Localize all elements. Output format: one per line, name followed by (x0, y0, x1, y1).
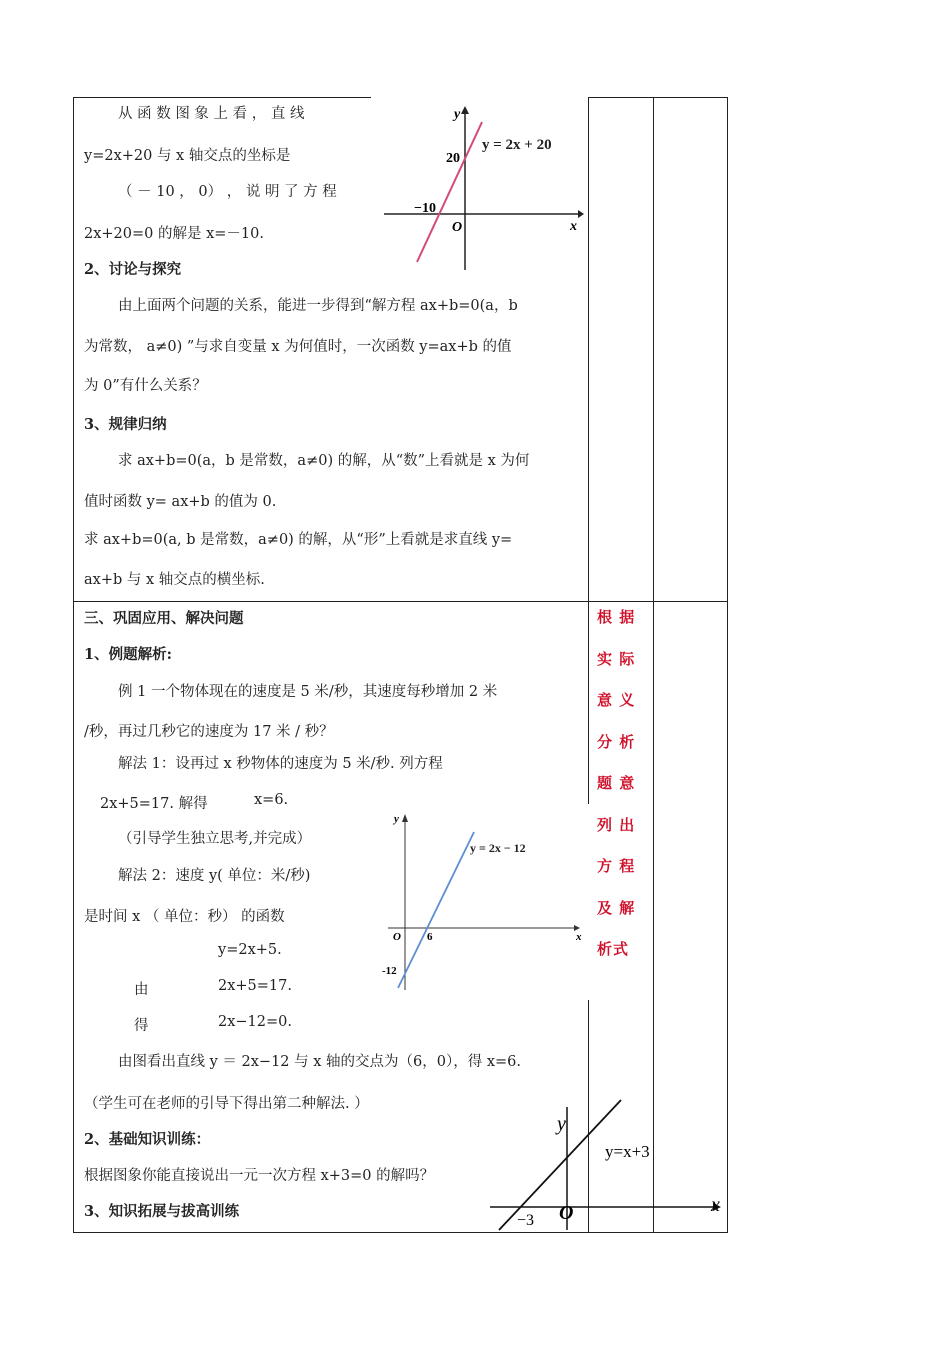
tick-label: -12 (382, 965, 397, 977)
text-line: 是时间 x （ 单位：秒） 的函数 (84, 909, 285, 925)
side-note: 列 出 (597, 816, 636, 834)
graph-line (398, 832, 474, 988)
text-line: /秒，再过几秒它的速度为 17 米 / 秒？ (84, 724, 334, 740)
text-line: 例 1 一个物体现在的速度是 5 米/秒，其速度每秒增加 2 米 (118, 684, 498, 700)
graph-label: y = 2x − 12 (470, 841, 526, 855)
text-line: 为常数， a≠0) ”与求自变量 x 为何值时，一次函数 y=ax+b 的值 (84, 339, 512, 355)
table-col2-upper (588, 97, 589, 277)
section-heading: 3、规律归纳 (84, 416, 167, 433)
text-line: 解法 2：速度 y( 单位：米/秒) (118, 868, 311, 884)
y-axis-arrow (461, 106, 469, 114)
origin-label: O (452, 220, 463, 235)
table-right-border (727, 97, 728, 1233)
text-line: x=6. (254, 792, 289, 808)
y-axis-label: y (454, 107, 461, 122)
tick-label: 6 (427, 931, 433, 943)
text-line: 解法 1：设再过 x 秒物体的速度为 5 米/秒. 列方程 (118, 756, 443, 772)
graph-y-x-plus-3 (485, 1085, 730, 1235)
text-line: y=2x+20 与 x 轴交点的坐标是 (84, 148, 291, 164)
text-line: ax+b 与 x 轴交点的横坐标. (84, 572, 265, 588)
text-line: 由上面两个问题的关系，能进一步得到“解方程 ax+b=0(a，b (118, 298, 518, 314)
origin-label: O (559, 1202, 574, 1224)
text-line: 得 (134, 1018, 149, 1034)
tick-label: −10 (414, 201, 436, 216)
side-note: 及 解 (597, 899, 636, 917)
text-line: 为 0”有什么关系？ (84, 378, 207, 394)
text-line: 2x+5=17. 解得 (100, 796, 208, 812)
graph-y-2x-plus-20 (378, 100, 588, 275)
text-line: （ － 10 ， 0） ， 说 明 了 方 程 (118, 184, 337, 200)
origin-label: O (393, 931, 401, 943)
text-line: （引导学生独立思考,并完成） (118, 831, 312, 847)
x-axis-label: x (576, 931, 582, 943)
graph-line (417, 122, 482, 262)
graph-label: y=x+3 (605, 1142, 650, 1161)
graph-y-2x-minus-12 (380, 810, 585, 995)
text-line: y=2x+5. (218, 942, 282, 958)
text-line: 求 ax+b=0(a，b 是常数，a≠0) 的解，从“数”上看就是 x 为何 (118, 453, 530, 469)
side-note: 实 际 (597, 650, 636, 668)
text-line: 根据图象你能直接说出一元一次方程 x+3=0 的解吗？ (84, 1168, 435, 1184)
x-axis-label: x (570, 219, 577, 234)
tick-label: −3 (517, 1212, 535, 1229)
x-axis-arrow (578, 210, 584, 218)
y-axis-arrow (402, 814, 408, 822)
side-note: 题 意 (597, 774, 636, 792)
side-note: 根 据 (597, 608, 636, 626)
side-note: 意 义 (597, 691, 636, 709)
table-left-border (73, 97, 74, 1233)
text-line: 2x+20=0 的解是 x=－10. (84, 226, 264, 242)
y-axis-label: y (394, 813, 399, 825)
text-line: 从 函 数 图 象 上 看 ， 直 线 (118, 106, 305, 122)
text-line: （学生可在老师的引导下得出第二种解法. ） (84, 1096, 369, 1112)
text-line: 2x+5=17. (218, 978, 292, 994)
table-col3 (653, 97, 654, 1233)
text-line: 求 ax+b=0(a, b 是常数，a≠0) 的解，从“形”上看就是求直线 y= (84, 532, 513, 548)
tick-label: 20 (446, 151, 460, 166)
text-line: 由图看出直线 y ＝ 2x−12 与 x 轴的交点为（6，0），得 x=6. (118, 1054, 521, 1070)
table-top-right (588, 97, 728, 98)
side-note: 析式 (597, 940, 630, 958)
part-heading: 三、巩固应用、解决问题 (84, 610, 244, 627)
side-note: 分 析 (597, 733, 636, 751)
section-heading: 3、知识拓展与拔高训练 (84, 1203, 240, 1220)
table-col2-mid (588, 277, 589, 804)
section-heading: 1、例题解析: (84, 646, 172, 663)
graph-label: y = 2x + 20 (482, 137, 552, 153)
section-heading: 2、讨论与探究 (84, 261, 182, 278)
text-line: 由 (134, 982, 149, 998)
table-row-divider (73, 601, 728, 602)
table-top-left (73, 97, 371, 98)
text-line: 2x−12=0. (218, 1014, 292, 1030)
y-axis-label: y (557, 1113, 566, 1135)
x-axis-label: x (711, 1194, 720, 1216)
text-line: 值时函数 y= ax+b 的值为 0. (84, 494, 277, 510)
section-heading: 2、基础知识训练： (84, 1131, 211, 1148)
side-note: 方 程 (597, 857, 636, 875)
